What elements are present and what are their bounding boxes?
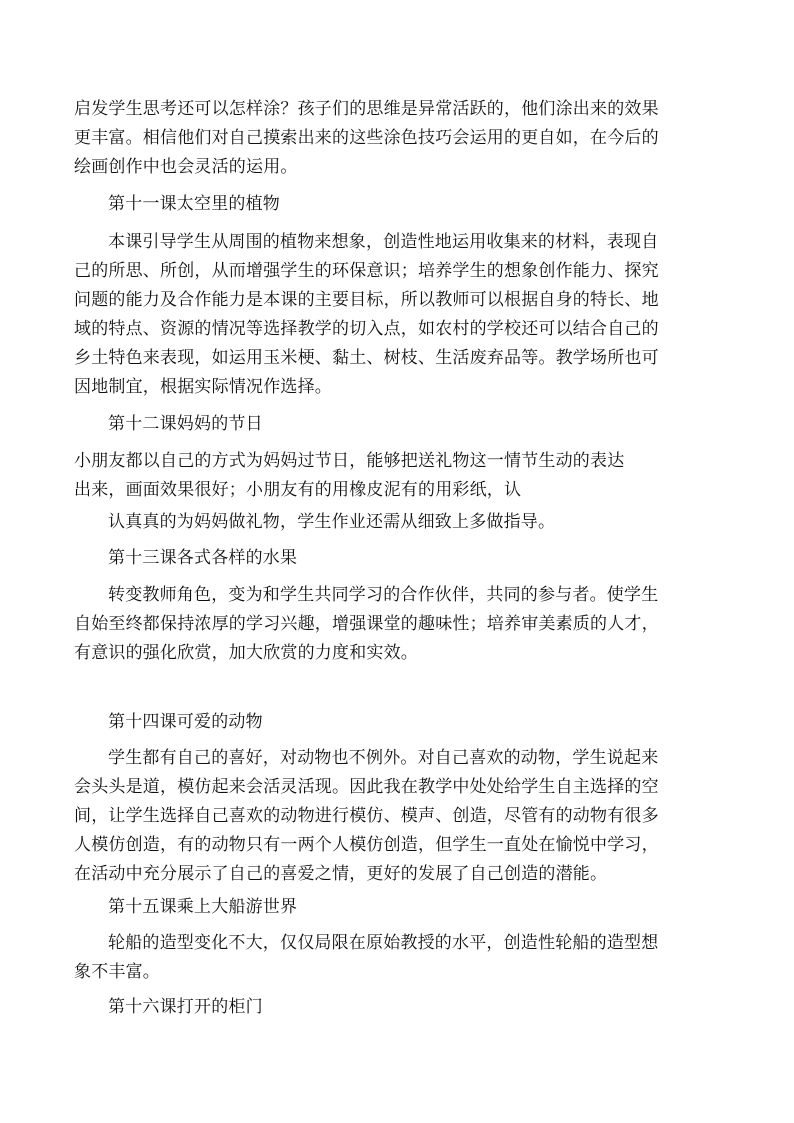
paragraph-line: 己的所思、所创，从而增强学生的环保意识；培养学生的想象创作能力、探究 [74,261,659,281]
lesson-12-paragraph [74,447,722,505]
lesson-15-paragraph [74,929,722,987]
paragraph-line: 因地制宜，根据实际情况作选择。 [74,377,332,397]
paragraph-line: 转变教师角色，变为和学生共同学习的合作伙伴，共同的参与者。使学生 [108,585,659,605]
paragraph-line: 在活动中充分展示了自己的喜爱之情，更好的发展了自己创造的潜能。 [74,864,608,884]
lesson-11-heading: 第十一课太空里的植物 [108,194,280,214]
paragraph-line: 象不丰富。 [74,962,160,982]
lesson-14-heading: 第十四课可爱的动物 [108,712,263,732]
paragraph-line: 问题的能力及合作能力是本课的主要目标，所以教师可以根据自身的特长、地 [74,290,659,310]
paragraph-line: 域的特点、资源的情况等选择教学的切入点，如农村的学校还可以结合自己的 [74,319,659,339]
paragraph-line: 本课引导学生从周围的植物来想象，创造性地运用收集来的材料，表现自 [108,232,659,252]
paragraph-line: 自始至终都保持浓厚的学习兴趣，增强课堂的趣味性；培养审美素质的人才， [74,614,659,634]
paragraph-line: 人模仿创造，有的动物只有一两个人模仿创造，但学生一直处在愉悦中学习， [74,835,659,855]
lesson-15-heading: 第十五课乘上大船游世界 [108,897,298,917]
paragraph-line: 乡土特色来表现，如运用玉米梗、黏土、树枝、生活废弃品等。教学场所也可 [74,348,659,368]
lesson-12-heading: 第十二课妈妈的节日 [108,414,263,434]
paragraph-line: 学生都有自己的喜好，对动物也不例外。对自己喜欢的动物，学生说起来 [108,748,659,768]
paragraph-line: 会头头是道，模仿起来会活灵活现。因此我在教学中处处给学生自主选择的空 [74,777,659,797]
lesson-14-paragraph [74,744,722,889]
lesson-12-paragraph-b: 认真真的为妈妈做礼物，学生作业还需从细致上多做指导。 [108,512,556,532]
paragraph-line: 间，让学生选择自己喜欢的动物进行模仿、模声、创造，尽管有的动物有很多 [74,806,659,826]
lesson-11-paragraph [74,228,722,402]
paragraph-line: 启发学生思考还可以怎样涂？孩子们的思维是异常活跃的，他们涂出来的效果 [74,99,659,119]
paragraph-line: 轮船的造型变化不大，仅仅局限在原始教授的水平，创造性轮船的造型想 [108,933,659,953]
paragraph-line: 出来，画面效果很好；小朋友有的用橡皮泥有的用彩纸，认 [74,480,522,500]
paragraph-line: 有意识的强化欣赏，加大欣赏的力度和实效。 [74,643,418,663]
paragraph-line: 绘画创作中也会灵活的运用。 [74,157,298,177]
lesson-16-heading: 第十六课打开的柜门 [108,997,263,1017]
paragraph-line: 更丰富。相信他们对自己摸索出来的这些涂色技巧会运用的更自如，在今后的 [74,128,659,148]
lesson-13-heading: 第十三课各式各样的水果 [108,548,298,568]
paragraph-line: 小朋友都以自己的方式为妈妈过节日，能够把送礼物这一情节生动的表达 [74,451,625,471]
lesson-13-paragraph [74,581,722,668]
paragraph-continued [74,95,722,182]
